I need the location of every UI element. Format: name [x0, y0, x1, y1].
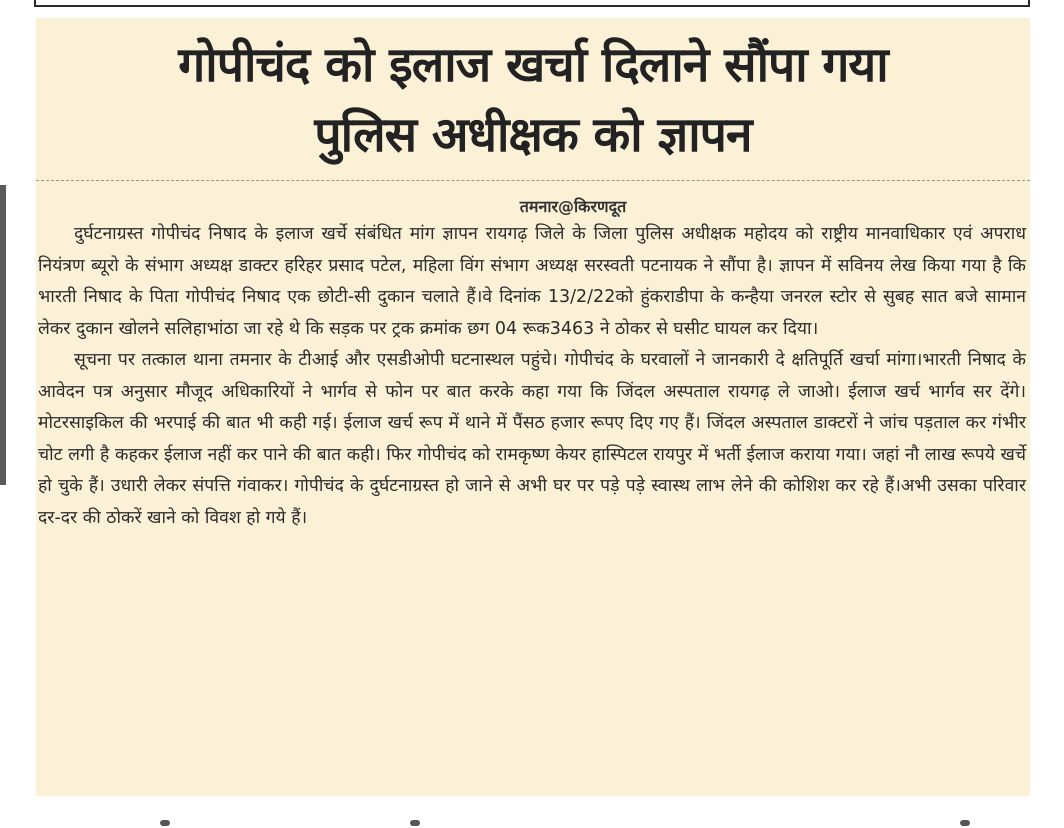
headline — [36, 18, 1030, 170]
paragraph-1: दुर्घटनाग्रस्त गोपीचंद निषाद के इलाज खर्चे संबंधित मांग ज्ञापन रायगढ़ जिले के जिला पुलिस अधीक्षक महोदय को राष्ट्रीय मानवाधिकार एवं अपराध नियंत्रण ब्यूरो के संभाग अध्यक्ष डाक्टर हरिहर प्रसाद पटेल, महिला विंग संभाग अध्यक्ष सरस्वती पटनायक ने सौंपा है। ज्ञापन में सविनय लेख किया गया है कि भारती निषाद के पिता गोपीचंद निषाद एक छोटी-सी दुकान चलाते हैं।वे दिनांक 13/2/22को हुंकराडीपा के कन्हैया जनरल स्टोर से सुबह सात बजे सामान लेकर दुकान खोलने सलिहाभांठा जा रहे थे कि सड़क पर ट्रक क्रमांक छग 04 रूक3463 ने ठोकर से घसीट घायल कर दिया। — [38, 224, 1026, 339]
article-body — [36, 219, 1030, 534]
byline: तमनार@किरणदूत — [519, 197, 627, 216]
ink-mark — [160, 820, 170, 826]
paragraph-2: सूचना पर तत्काल थाना तमनार के टीआई और एसडीओपी घटनास्थल पहुंचे। गोपीचंद के घरवालों ने जानकारी दे क्षतिपूर्ति खर्चा मांगा।भारती निषाद के आवेदन पत्र अनुसार मौजूद अधिकारियों ने भार्गव से फोन पर बात करके कहा गया कि जिंदल अस्पताल रायगढ़ ले जाओ। ईलाज खर्च भार्गव सर देंगे। मोटरसाइकिल की भरपाई की बात भी कही गई। ईलाज खर्च रूप में थाने में पैंसठ हजार रूपए दिए गए हैं। जिंदल अस्पताल डाक्टरों ने जांच पड़ताल कर गंभीर चोट लगी है कहकर ईलाज नहीं कर पाने की बात कही। फिर गोपीचंद को रामकृष्ण केयर हास्पिटल रायपुर में भर्ती ईलाज कराया गया। जहां नौ लाख रूपये खर्चे हो चुके हैं। उधारी लेकर संपत्ति गंवाकर। गोपीचंद के दुर्घटनाग्रस्त हो जाने से अभी घर पर पड़े पड़े स्वास्थ लाभ लेने की कोशिश कर रहे हैं।अभी उसका परिवार दर-दर की ठोकरें खाने को विवश हो गये हैं। — [38, 350, 1026, 528]
bottom-edge-marks — [160, 812, 980, 828]
left-edge-mark — [0, 185, 6, 485]
ink-mark — [410, 820, 420, 826]
top-frame-border — [34, 0, 1030, 7]
news-clipping — [36, 18, 1030, 796]
headline-line-1: गोपीचंद को इलाज खर्चा दिलाने सौंपा गया — [178, 37, 888, 93]
ink-mark — [960, 820, 970, 826]
headline-line-2: पुलिस अधीक्षक को ज्ञापन — [314, 107, 752, 163]
headline-divider — [36, 180, 1030, 181]
